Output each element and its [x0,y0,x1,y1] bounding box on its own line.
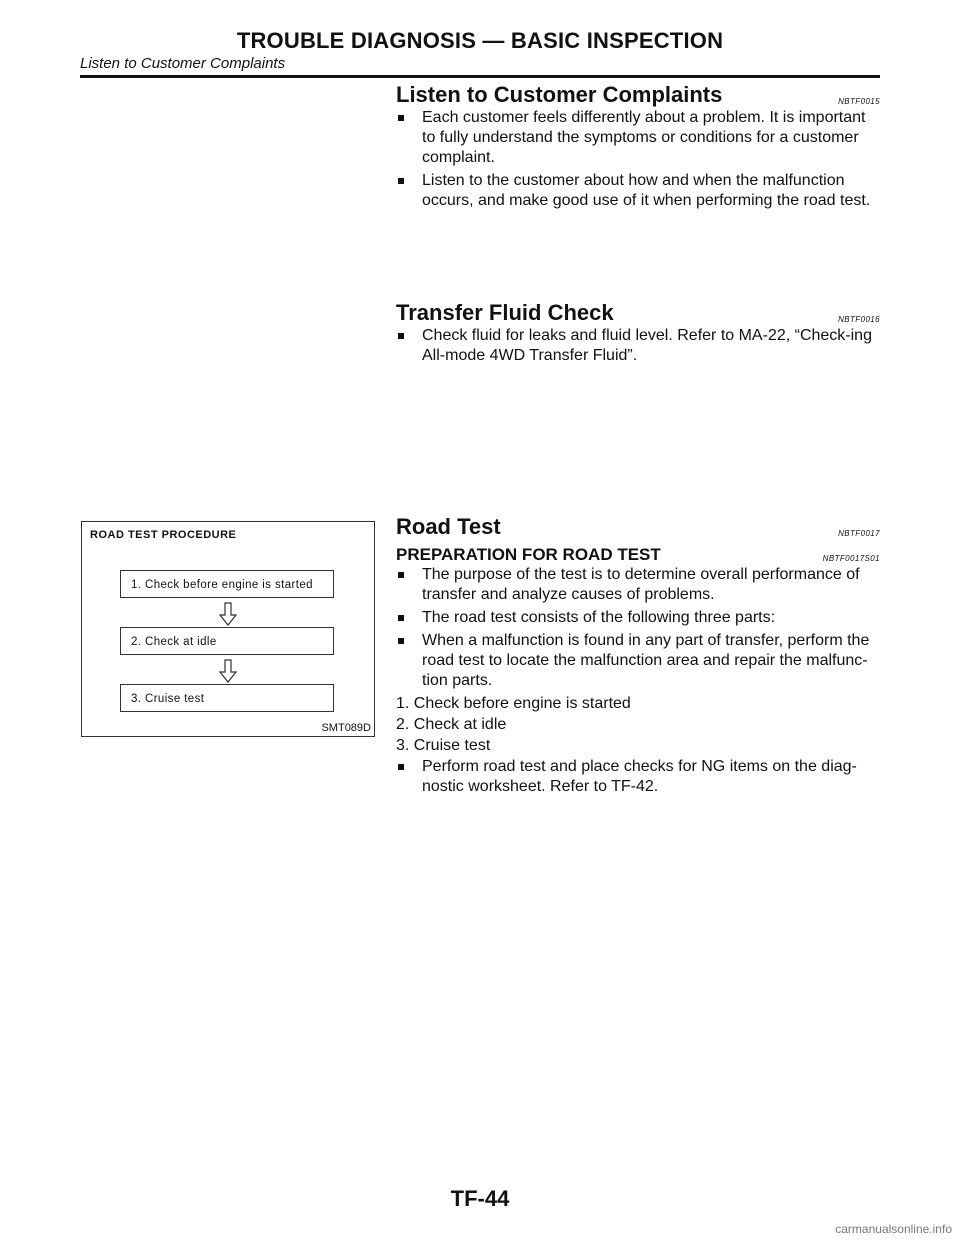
bullet-mark [398,333,404,339]
bullet-item [396,326,880,366]
bullet-text: When a malfunction is found in any part of transfer, perform the road test to locate the malfunction area and repair the malfunc-tion parts. [422,632,870,689]
bullet-text: The road test consists of the following three parts: [422,609,776,626]
subsection-title: PREPARATION FOR ROAD TEST [396,545,661,564]
bullet-text: Check fluid for leaks and fluid level. Refer to MA-22, “Check-ing All-mode 4WD Transfer Fluid”. [422,327,872,364]
figure-step-box: 1. Check before engine is started [120,570,334,598]
section-body [396,565,880,797]
watermark: carmanualsonline.info [835,1222,952,1236]
figure-step-box: 2. Check at idle [120,627,334,655]
bullet-mark [398,638,404,644]
section-title: Transfer Fluid Check [396,300,614,325]
section-header [396,298,880,326]
figure-road-test-procedure [81,521,375,737]
figure-step-box: 3. Cruise test [120,684,334,712]
numbered-item: 1. Check before engine is started [396,695,631,712]
section-road-test [396,512,880,800]
section-header [396,512,880,540]
section-code: NBTF0016 [838,315,880,324]
section-listen [396,80,880,214]
bullet-text: The purpose of the test is to determine overall performance of transfer and analyze causes of problems. [422,566,860,603]
bullet-item [396,608,880,628]
numbered-item: 3. Cruise test [396,737,491,754]
bullet-item [396,108,880,168]
header-divider [80,75,880,78]
section-code: NBTF0015 [838,97,880,106]
bullet-mark [398,615,404,621]
subsection-code: NBTF0017S01 [822,554,880,563]
bullet-mark [398,178,404,184]
page-number: TF-44 [450,1186,510,1211]
section-fluid [396,298,880,369]
bullet-text: Each customer feels differently about a problem. It is important to fully understand the symptoms or conditions for a customer complaint. [422,109,866,166]
bullet-text: Listen to the customer about how and when the malfunction occurs, and make good use of it when performing the road test. [422,172,871,209]
bullet-mark [398,572,404,578]
bullet-item [396,757,880,797]
figure-title: ROAD TEST PROCEDURE [90,529,237,541]
header-title: TROUBLE DIAGNOSIS — BASIC INSPECTION [236,28,724,53]
section-title: Road Test [396,514,501,539]
bullet-item [396,631,880,691]
section-header [396,80,880,108]
down-arrow-icon [219,602,237,626]
bullet-item [396,565,880,605]
section-title: Listen to Customer Complaints [396,82,723,107]
bullet-item [396,171,880,211]
numbered-item: 2. Check at idle [396,716,507,733]
header-subtitle: Listen to Customer Complaints [80,55,286,72]
section-body [396,326,880,366]
subsection-header [396,543,880,565]
bullet-mark [398,764,404,770]
bullet-text: Perform road test and place checks for NG items on the diag-nostic worksheet. Refer to TF-42. [422,758,857,795]
bullet-mark [398,115,404,121]
down-arrow-icon [219,659,237,683]
section-code: NBTF0017 [838,529,880,538]
figure-code: SMT089D [321,722,371,734]
section-body [396,108,880,211]
